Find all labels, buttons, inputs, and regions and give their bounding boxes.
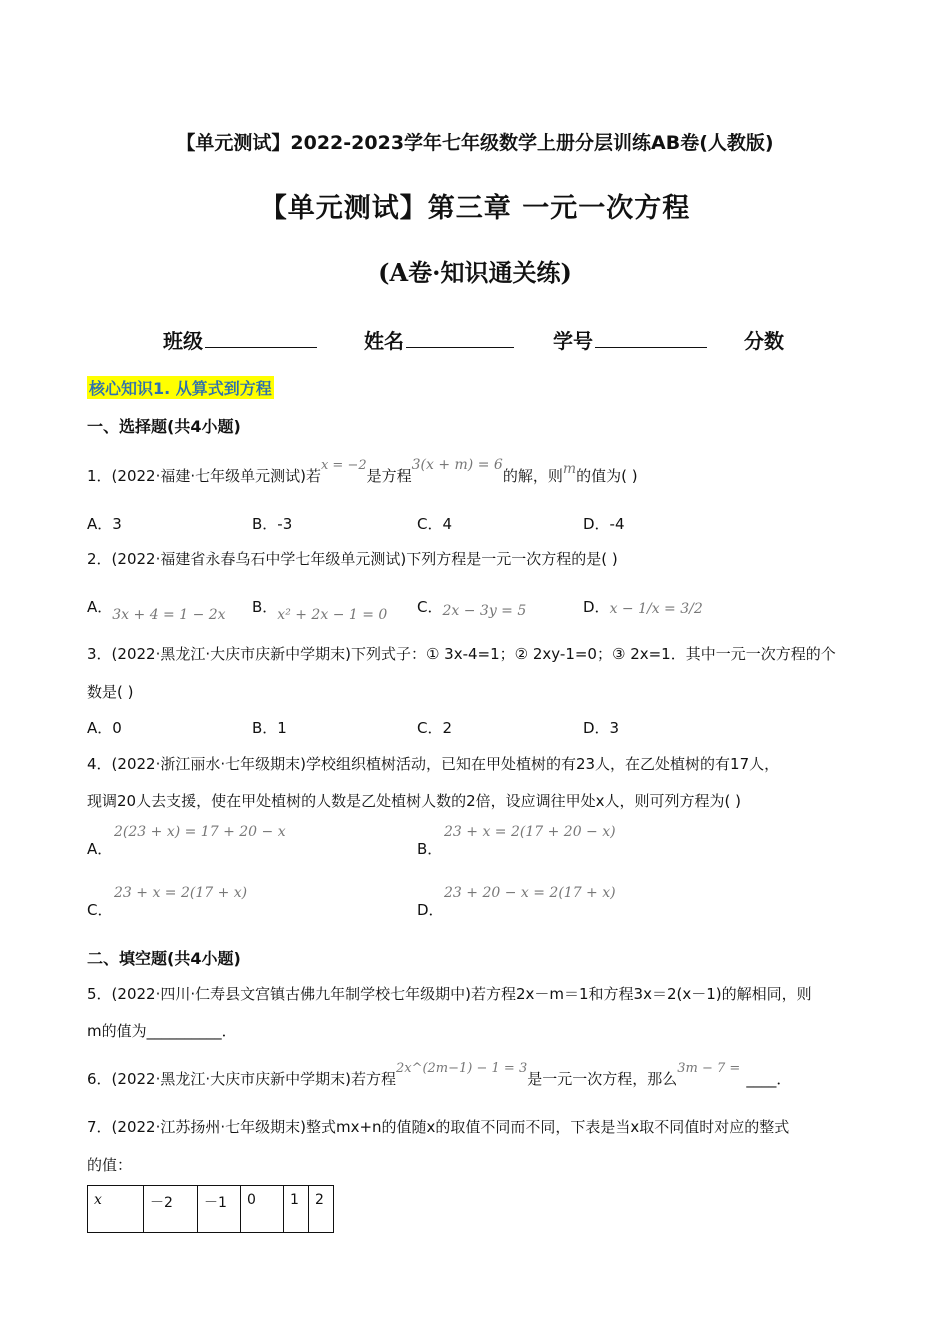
q1-option-b[interactable]: B．-3 — [252, 515, 293, 533]
q2-label-d: D． — [583, 598, 610, 616]
q1-expr2: 3(x + m) = 6 — [411, 457, 503, 473]
q4-option-d-expr: 23 + 20 − x = 2(17 + x) — [444, 885, 616, 901]
q1-mid2: 的解，则 — [502, 467, 563, 485]
table-cell: －1 — [198, 1186, 241, 1233]
q4-option-b-expr: 23 + x = 2(17 + 20 − x) — [444, 824, 616, 840]
q4-option-c-label[interactable]: C． — [87, 901, 113, 919]
knowledge-heading: 核心知识1. 从算式到方程 — [87, 376, 274, 399]
q1-expr3: m — [562, 461, 577, 477]
q2-option-c[interactable] — [417, 596, 526, 617]
q4-option-a-label[interactable]: A． — [87, 840, 113, 858]
question-4-line-2: 现调20人去支援，使在甲处植树的人数是乙处植树人数的2倍，设应调往甲处x人，则可列方程为( ) — [87, 792, 741, 810]
question-1 — [87, 457, 638, 486]
score-field — [744, 325, 784, 354]
q2-expr-d: x − 1/x = 3/2 — [609, 601, 703, 617]
table-cell: 0 — [241, 1186, 284, 1233]
q2-expr-a: 3x + 4 = 1 − 2x — [112, 607, 226, 623]
q2-option-a[interactable] — [87, 596, 226, 623]
q1-option-a[interactable]: A．3 — [87, 515, 122, 533]
q4-option-b-label[interactable]: B． — [417, 840, 443, 858]
question-7-line-2: 的值： — [87, 1156, 133, 1174]
class-label: 班级 — [163, 329, 203, 353]
score-label: 分数 — [744, 329, 784, 353]
q1-option-d[interactable]: D．-4 — [583, 515, 625, 533]
q1-mid: 是方程 — [366, 467, 412, 485]
q1-expr1: x = −2 — [320, 458, 367, 473]
table-cell: 2 — [309, 1186, 334, 1233]
q6-suffix: ____． — [746, 1070, 792, 1088]
q2-label-c: C． — [417, 598, 443, 616]
table-header-x — [88, 1186, 144, 1233]
question-7-line-1: 7．(2022·江苏扬州·七年级期末)整式mx+n的值随x的取值不同而不同，下表是当x取不同值时对应的整式 — [87, 1118, 790, 1136]
chapter-title: 【单元测试】第三章 一元一次方程 — [259, 193, 691, 224]
question-3-line-1: 3．(2022·黑龙江·大庆市庆新中学期末)下列式子：① 3x-4=1；② 2xy-1=0；③ 2x=1．其中一元一次方程的个 — [87, 645, 836, 663]
values-table — [87, 1185, 334, 1233]
table-header-text: x — [94, 1192, 102, 1208]
id-label: 学号 — [553, 329, 593, 353]
question-5-line-2: m的值为__________． — [87, 1022, 237, 1040]
question-2: 2．(2022·福建省永春乌石中学七年级单元测试)下列方程是一元一次方程的是( ) — [87, 550, 618, 568]
q2-label-a: A． — [87, 598, 113, 616]
id-blank[interactable] — [595, 327, 707, 348]
table-row — [88, 1186, 334, 1233]
class-field[interactable] — [163, 325, 317, 354]
q2-label-b: B． — [252, 598, 278, 616]
q3-option-b[interactable]: B．1 — [252, 719, 287, 737]
q2-expr-c: 2x − 3y = 5 — [442, 603, 527, 619]
name-blank[interactable] — [406, 327, 514, 348]
name-label: 姓名 — [364, 329, 404, 353]
question-5-line-1: 5．(2022·四川·仁寿县文宫镇古佛九年制学校七年级期中)若方程2x－m＝1和方程3x＝2(x－1)的解相同，则 — [87, 985, 812, 1003]
q1-prefix: (2022·福建·七年级单元测试)若 — [111, 467, 321, 485]
q2-option-b[interactable] — [252, 596, 388, 623]
q4-option-d-label[interactable]: D． — [417, 901, 444, 919]
id-field[interactable] — [553, 325, 707, 354]
q1-suffix: 的值为( ) — [576, 467, 638, 485]
q3-option-c[interactable]: C．2 — [417, 719, 453, 737]
q6-mid: 是一元一次方程，那么 — [527, 1070, 678, 1088]
q3-option-a[interactable]: A．0 — [87, 719, 122, 737]
question-4-line-1: 4．(2022·浙江丽水·七年级期末)学校组织植树活动，已知在甲处植树的有23人，在乙处植树的有17人， — [87, 755, 780, 773]
q3-option-d[interactable]: D．3 — [583, 719, 620, 737]
q4-option-a-expr: 2(23 + x) = 17 + 20 − x — [114, 824, 286, 840]
question-6 — [87, 1061, 792, 1089]
q2-option-d[interactable] — [583, 596, 703, 617]
q2-expr-b: x² + 2x − 1 = 0 — [277, 607, 388, 623]
paper-type: (A卷·知识通关练) — [378, 258, 572, 287]
class-blank[interactable] — [205, 327, 317, 348]
q1-option-c[interactable]: C．4 — [417, 515, 453, 533]
table-cell: －2 — [144, 1186, 198, 1233]
section-1-title: 一、选择题(共4小题) — [87, 417, 241, 436]
q1-num: 1． — [87, 467, 112, 485]
name-field[interactable] — [364, 325, 514, 354]
q6-prefix: 6．(2022·黑龙江·大庆市庆新中学期末)若方程 — [87, 1070, 396, 1088]
q6-expr1: 2x^(2m−1) − 1 = 3 — [395, 1061, 528, 1076]
series-title: 【单元测试】2022-2023学年七年级数学上册分层训练AB卷(人教版) — [176, 132, 774, 154]
q6-expr2: 3m − 7 = — [677, 1061, 741, 1076]
table-cell: 1 — [284, 1186, 309, 1233]
q4-option-c-expr: 23 + x = 2(17 + x) — [114, 885, 248, 901]
question-3-line-2: 数是( ) — [87, 683, 134, 701]
section-2-title: 二、填空题(共4小题) — [87, 949, 241, 968]
